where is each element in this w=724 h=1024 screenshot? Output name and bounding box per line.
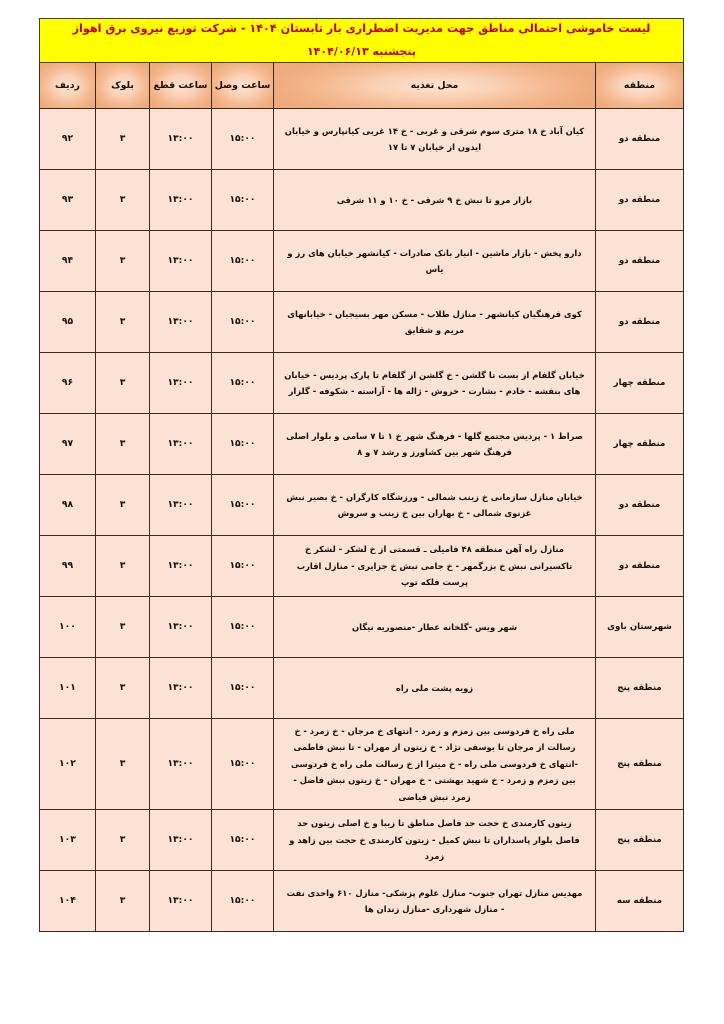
cell-block: ۳ xyxy=(96,414,150,475)
cell-feed-location: منازل راه آهن منطقه ۴۸ فامیلی ـ قسمتی از خ لشکر - لشکر خ تاکسیرانی نبش خ بزرگمهر - خ جامی نبش خ جزایری - منازل اقارب پرست فلکه توپ xyxy=(274,536,596,597)
cell-zone: منطقه دو xyxy=(596,292,684,353)
column-header-feed-location: محل تغذیه xyxy=(274,63,596,109)
cell-feed-location: کوی فرهنگیان کیانشهر - منازل طلاب - مسکن مهر بسیجیان - خیابانهای مریم و شقایق xyxy=(274,292,596,353)
table-row xyxy=(39,414,683,475)
column-header-restore-time: ساعت وصل xyxy=(212,63,274,109)
cell-restore-time: ۱۵:۰۰ xyxy=(212,292,274,353)
cell-block: ۳ xyxy=(96,597,150,658)
cell-row-number: ۹۲ xyxy=(39,109,95,170)
cell-zone: منطقه سه xyxy=(596,871,684,932)
cell-restore-time: ۱۵:۰۰ xyxy=(212,475,274,536)
table-row xyxy=(39,353,683,414)
report-title-date: پنجشنبه ۱۴۰۴/۰۶/۱۳ xyxy=(306,44,416,58)
cell-feed-location: زویه پشت ملی راه xyxy=(274,658,596,719)
table-row xyxy=(39,170,683,231)
cell-zone: شهرستان باوی xyxy=(596,597,684,658)
cell-restore-time: ۱۵:۰۰ xyxy=(212,536,274,597)
cell-cut-time: ۱۳:۰۰ xyxy=(150,414,212,475)
cell-row-number: ۱۰۴ xyxy=(39,871,95,932)
cell-row-number: ۹۴ xyxy=(39,231,95,292)
table-body xyxy=(39,109,683,932)
cell-zone: منطقه چهار xyxy=(596,353,684,414)
table-row xyxy=(39,231,683,292)
cell-zone: منطقه پنج xyxy=(596,810,684,871)
table-row xyxy=(39,597,683,658)
cell-restore-time: ۱۵:۰۰ xyxy=(212,810,274,871)
cell-cut-time: ۱۳:۰۰ xyxy=(150,658,212,719)
cell-row-number: ۹۶ xyxy=(39,353,95,414)
cell-block: ۳ xyxy=(96,475,150,536)
cell-block: ۳ xyxy=(96,719,150,810)
cell-cut-time: ۱۳:۰۰ xyxy=(150,810,212,871)
cell-cut-time: ۱۳:۰۰ xyxy=(150,292,212,353)
cell-cut-time: ۱۳:۰۰ xyxy=(150,871,212,932)
cell-restore-time: ۱۵:۰۰ xyxy=(212,658,274,719)
cell-cut-time: ۱۳:۰۰ xyxy=(150,719,212,810)
cell-cut-time: ۱۳:۰۰ xyxy=(150,109,212,170)
cell-row-number: ۹۵ xyxy=(39,292,95,353)
cell-block: ۳ xyxy=(96,871,150,932)
table-header xyxy=(39,19,683,109)
cell-restore-time: ۱۵:۰۰ xyxy=(212,414,274,475)
table-row xyxy=(39,719,683,810)
table-row xyxy=(39,658,683,719)
report-title-banner xyxy=(39,19,683,63)
cell-feed-location: بازار مرو تا نبش خ ۹ شرقی - خ ۱۰ و ۱۱ شرقی xyxy=(274,170,596,231)
column-header-row xyxy=(39,63,683,109)
cell-restore-time: ۱۵:۰۰ xyxy=(212,170,274,231)
cell-block: ۳ xyxy=(96,658,150,719)
column-header-cut-time: ساعت قطع xyxy=(150,63,212,109)
table-row xyxy=(39,810,683,871)
cell-restore-time: ۱۵:۰۰ xyxy=(212,597,274,658)
cell-cut-time: ۱۳:۰۰ xyxy=(150,536,212,597)
cell-row-number: ۱۰۱ xyxy=(39,658,95,719)
column-header-block: بلوک xyxy=(96,63,150,109)
cell-zone: منطقه دو xyxy=(596,231,684,292)
column-header-zone: منطقه xyxy=(596,63,684,109)
cell-zone: منطقه چهار xyxy=(596,414,684,475)
cell-restore-time: ۱۵:۰۰ xyxy=(212,353,274,414)
cell-block: ۳ xyxy=(96,109,150,170)
cell-block: ۳ xyxy=(96,536,150,597)
cell-row-number: ۱۰۳ xyxy=(39,810,95,871)
cell-feed-location: مهدیس منازل تهران جنوب- منازل علوم پزشکی- منازل ۶۱۰ واحدی نفت - منازل شهرداری -منازل زندان ها xyxy=(274,871,596,932)
cell-row-number: ۱۰۲ xyxy=(39,719,95,810)
table-row xyxy=(39,292,683,353)
cell-restore-time: ۱۵:۰۰ xyxy=(212,231,274,292)
cell-row-number: ۹۹ xyxy=(39,536,95,597)
cell-cut-time: ۱۳:۰۰ xyxy=(150,231,212,292)
cell-zone: منطقه پنج xyxy=(596,658,684,719)
cell-cut-time: ۱۳:۰۰ xyxy=(150,475,212,536)
cell-feed-location: شهر ویس -گلخانه عطار -منصوریه نیگان xyxy=(274,597,596,658)
cell-feed-location: کیان آباد خ ۱۸ متری سوم شرقی و غربی - خ ۱۴ غربی کیانپارس و خیابان ایدون از خیابان ۷ تا ۱۷ xyxy=(274,109,596,170)
cell-feed-location: ملی راه خ فردوسی بین زمزم و زمرد - انتهای خ مرجان - خ زمرد - خ رسالت از مرجان تا یوسفی نژاد - خ زیتون از مهران - تا نبش فاطمی -انتهای خ فردوسی ملی راه - خ میترا از خ رسالت ملی راه خ فردوسی بین زمزم و زمرد - خ شهید بهشتی - خ مهران - خ زیتون نبش فاضل - زمرد نبش فیاضی xyxy=(274,719,596,810)
cell-feed-location: دارو پخش - بازار ماشین - انبار بانک صادرات - کیانشهر خیابان های رز و یاس xyxy=(274,231,596,292)
cell-cut-time: ۱۳:۰۰ xyxy=(150,353,212,414)
cell-row-number: ۹۸ xyxy=(39,475,95,536)
table-row xyxy=(39,871,683,932)
cell-block: ۳ xyxy=(96,353,150,414)
cell-zone: منطقه دو xyxy=(596,109,684,170)
cell-restore-time: ۱۵:۰۰ xyxy=(212,719,274,810)
table-row xyxy=(39,475,683,536)
cell-feed-location: زیتون کارمندی خ حجت حد فاصل مناطق تا زیبا و خ اصلی زیتون حد فاصل بلوار پاسداران تا نبش کمیل - زیتون کارمندی خ حجت بین زاهد و زمرد xyxy=(274,810,596,871)
report-title-main: لیست خاموشی احتمالی مناطق جهت مدیریت اضطراری بار تابستان ۱۴۰۴ - شرکت توزیع نیروی برق اهواز xyxy=(72,22,651,35)
cell-block: ۳ xyxy=(96,170,150,231)
cell-zone: منطقه دو xyxy=(596,536,684,597)
cell-zone: منطقه دو xyxy=(596,170,684,231)
cell-zone: منطقه دو xyxy=(596,475,684,536)
cell-block: ۳ xyxy=(96,810,150,871)
cell-row-number: ۱۰۰ xyxy=(39,597,95,658)
cell-cut-time: ۱۳:۰۰ xyxy=(150,597,212,658)
cell-restore-time: ۱۵:۰۰ xyxy=(212,109,274,170)
column-header-row-number: ردیف xyxy=(39,63,95,109)
cell-restore-time: ۱۵:۰۰ xyxy=(212,871,274,932)
table-row xyxy=(39,536,683,597)
cell-row-number: ۹۷ xyxy=(39,414,95,475)
cell-feed-location: صراط ۱ - پردیس مجتمع گلها - فرهنگ شهر خ ۱ تا ۷ سامی و بلوار اصلی فرهنگ شهر بین کشاورز و رشد ۷ و ۸ xyxy=(274,414,596,475)
cell-block: ۳ xyxy=(96,231,150,292)
outage-schedule-table xyxy=(39,18,684,932)
cell-feed-location: خیابان منازل سازمانی خ زینب شمالی - ورزشگاه کارگران - خ بصیر نبش غزنوی شمالی - خ بهاران بین خ زینب و سروش xyxy=(274,475,596,536)
title-banner-row xyxy=(39,19,683,63)
table-row xyxy=(39,109,683,170)
cell-feed-location: خیابان گلفام از بست تا گلشن - خ گلشن از گلفام تا پارک پردیس - خیابان های بنفشه - خادم - بشارت - خروش - ژاله ها - آراسته - شکوفه - گلزار xyxy=(274,353,596,414)
cell-row-number: ۹۳ xyxy=(39,170,95,231)
cell-cut-time: ۱۳:۰۰ xyxy=(150,170,212,231)
cell-zone: منطقه پنج xyxy=(596,719,684,810)
cell-block: ۳ xyxy=(96,292,150,353)
